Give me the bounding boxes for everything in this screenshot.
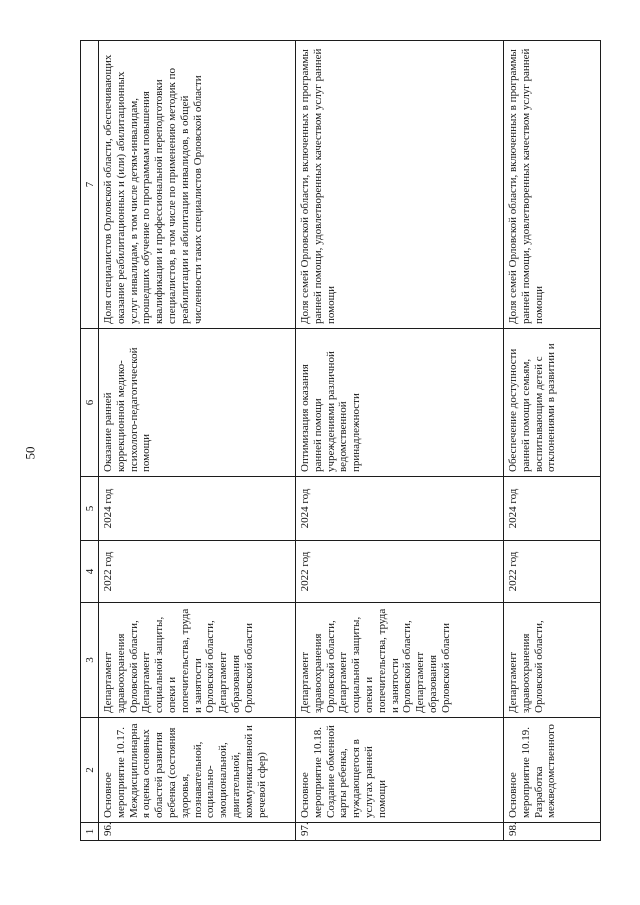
result-cell xyxy=(296,329,504,477)
indicator-text: Доля семей Орловской области, включенных в программы ранней помощи, удовлетворенных качеством услуг ранней помощи xyxy=(299,48,337,324)
header-row xyxy=(81,41,99,841)
start-date: 2022 год xyxy=(504,541,601,603)
indicator-cell xyxy=(99,41,296,329)
indicator-text: Доля специалистов Орловской области, обеспечивающих оказание реабилитационных и (или) абилитационных услуг инвалидам, в том числе детям-инвалидам, прошедших обучение по программам повышения квалификации и профессиональной переподготовки специалистов, в том числе по применению методик по реабилитации и абилитации инвалидов, в общей численности таких специалистов Орловской области xyxy=(102,54,204,324)
row-number: 98. xyxy=(504,823,601,841)
indicator-cell xyxy=(296,41,504,329)
result-text: Оказание ранней коррекционной медико-психолого-педагогической помощи xyxy=(102,347,153,472)
header-cell: 5 xyxy=(81,477,99,541)
header-cell: 6 xyxy=(81,329,99,477)
executor-text: Департамент здравоохранения Орловской области, Департамент социальной защиты, опеки и попечительства, труда и занятости Орловской области, Департамент образования Орловской области xyxy=(299,608,452,713)
table-row xyxy=(99,41,296,841)
result-cell xyxy=(504,329,601,477)
indicator-text: Доля семей Орловской области, включенных в программы ранней помощи, удовлетворенных качеством услуг ранней помощи xyxy=(507,48,545,324)
result-text: Обеспечение доступности ранней помощи семьям, воспитывающим детей с отклонениями в развитии и xyxy=(507,343,558,472)
page-number: 50 xyxy=(22,446,38,460)
indicator-cell xyxy=(504,41,601,329)
end-date: 2024 год xyxy=(504,477,601,541)
start-date: 2022 год xyxy=(296,541,504,603)
executor-cell xyxy=(504,603,601,718)
event-cell xyxy=(296,718,504,823)
header-cell: 4 xyxy=(81,541,99,603)
measures-table xyxy=(80,40,601,841)
event-cell xyxy=(504,718,601,823)
start-date: 2022 год xyxy=(99,541,296,603)
header-cell: 3 xyxy=(81,603,99,718)
end-date: 2024 год xyxy=(296,477,504,541)
result-text: Оптимизация оказания ранней помощи учреждениями различной ведомственной принадлежности xyxy=(299,351,363,472)
header-cell: 7 xyxy=(81,41,99,329)
rotated-table-container xyxy=(80,41,600,841)
row-number: 96. xyxy=(99,823,296,841)
executor-cell xyxy=(99,603,296,718)
table-row xyxy=(296,41,504,841)
event-text: Основное мероприятие 10.18. Создание обменной карты ребенка, нуждающегося в услугах ранней помощи xyxy=(299,725,388,818)
executor-cell xyxy=(296,603,504,718)
table-row xyxy=(504,41,601,841)
executor-text: Департамент здравоохранения Орловской области, Департамент социальной защиты, опеки и попечительства, труда и занятости Орловской области, Департамент образования Орловской области xyxy=(102,608,255,713)
event-cell xyxy=(99,718,296,823)
row-number: 97. xyxy=(296,823,504,841)
header-cell: 2 xyxy=(81,718,99,823)
header-cell: 1 xyxy=(81,823,99,841)
executor-text: Департамент здравоохранения Орловской области, xyxy=(507,620,545,713)
event-text: Основное мероприятие 10.19. Разработка межведомственного xyxy=(507,724,558,818)
end-date: 2024 год xyxy=(99,477,296,541)
result-cell xyxy=(99,329,296,477)
event-text: Основное мероприятие 10.17. Междисциплинарная оценка основных областей развития ребенка (состояния здоровья, познавательной, социально-эмоциональной, двигательной, коммуникативной и речевой сфер) xyxy=(102,723,268,818)
